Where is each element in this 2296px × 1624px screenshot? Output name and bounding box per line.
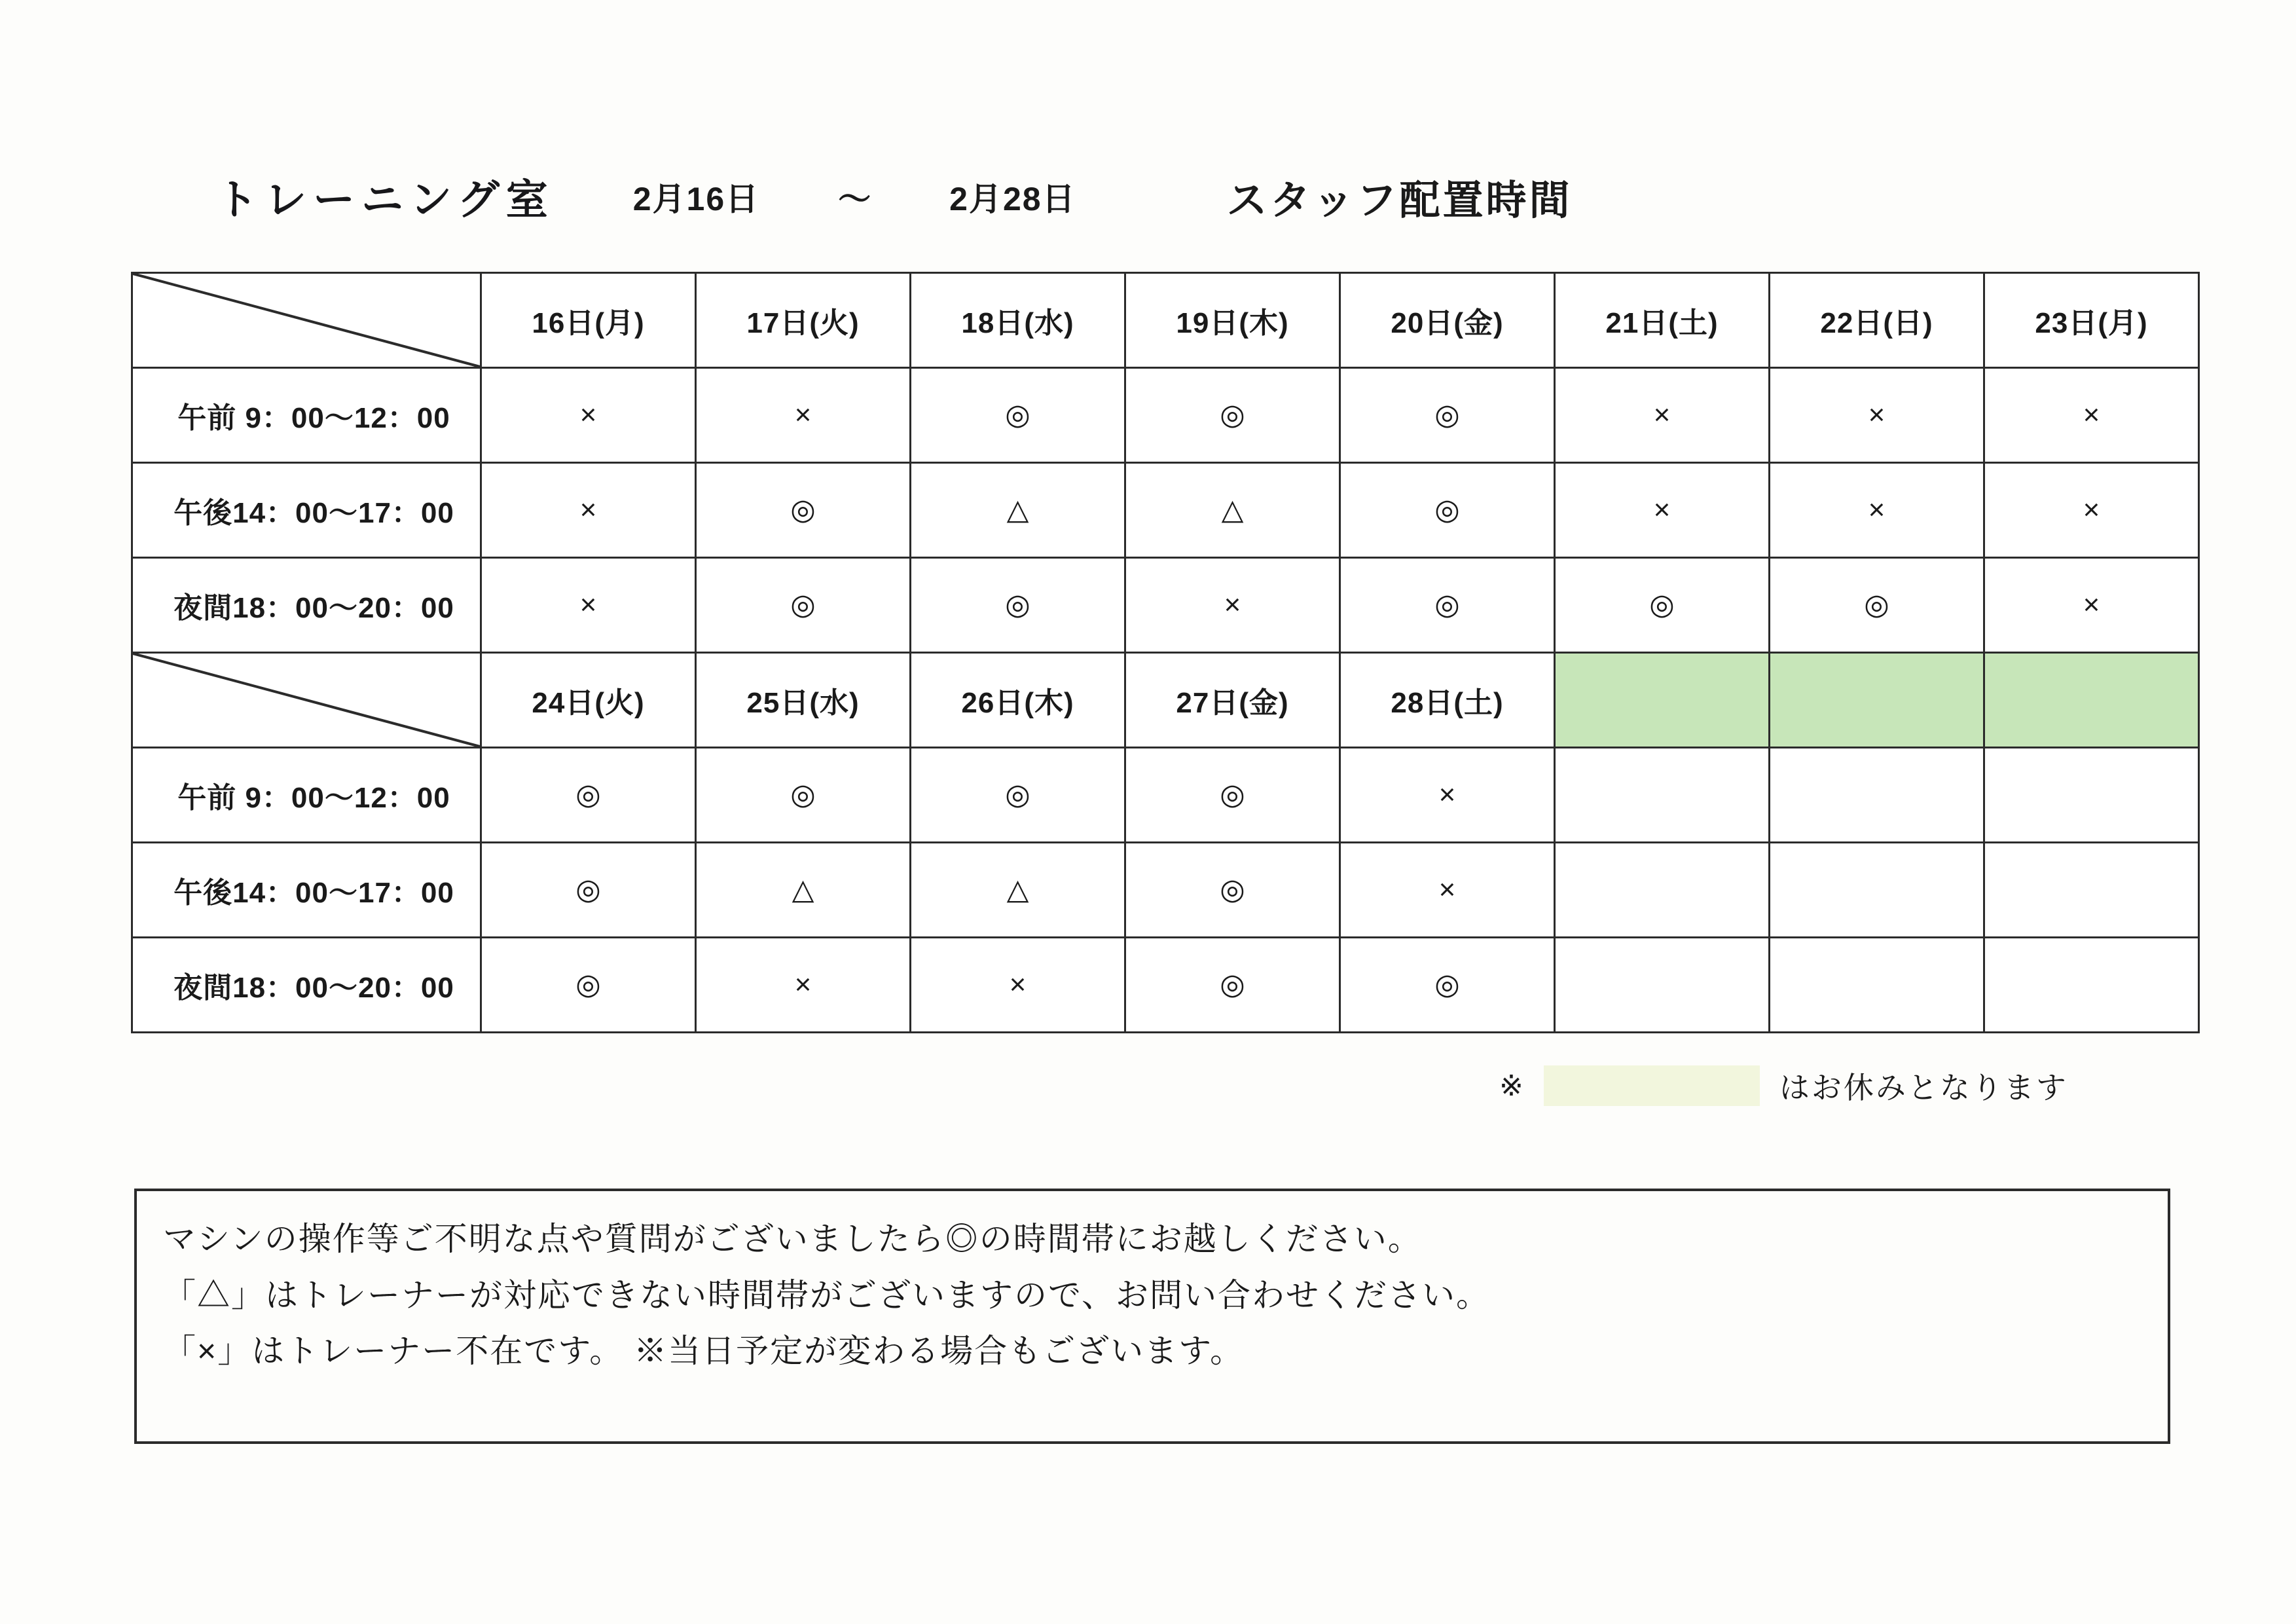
time-slot-label-morning: 午前 9：00〜12：00 xyxy=(132,748,481,843)
table-corner-cell xyxy=(132,273,481,368)
day-header-cell-empty xyxy=(1555,653,1770,748)
schedule-cell: ◎ xyxy=(911,558,1125,653)
instruction-line-3: 「×」はトレーナー不在です。 ※当日予定が変わる場合もございます。 xyxy=(163,1333,1245,1369)
schedule-cell: ◎ xyxy=(1555,558,1770,653)
schedule-cell: ◎ xyxy=(696,748,911,843)
day-header-cell-empty xyxy=(1770,653,1984,748)
schedule-cell: △ xyxy=(911,463,1125,558)
schedule-cell: × xyxy=(1984,368,2199,463)
schedule-cell-empty xyxy=(1984,843,2199,938)
schedule-cell: ◎ xyxy=(1340,558,1555,653)
instruction-line-2: 「△」はトレーナーが対応できない時間帯がございますので、お問い合わせください。 xyxy=(163,1276,1490,1314)
schedule-cell: × xyxy=(481,558,696,653)
day-header-cell: 18日(水) xyxy=(911,273,1125,368)
schedule-cell: × xyxy=(1340,748,1555,843)
schedule-cell-empty xyxy=(1555,938,1770,1033)
table-corner-cell xyxy=(132,653,481,748)
schedule-cell-empty xyxy=(1555,843,1770,938)
schedule-cell: ◎ xyxy=(696,558,911,653)
holiday-note xyxy=(1499,1064,2068,1107)
day-header-cell: 24日(火) xyxy=(481,653,696,748)
schedule-cell-empty xyxy=(1770,938,1984,1033)
day-header-cell-empty xyxy=(1984,653,2199,748)
time-slot-label-evening: 夜間18：00〜20：00 xyxy=(132,938,481,1033)
schedule-cell: × xyxy=(1984,463,2199,558)
schedule-cell: ◎ xyxy=(911,748,1125,843)
instruction-line-1: マシンの操作等ご不明な点や質問がございましたら◎の時間帯にお越しください。 xyxy=(163,1221,1422,1257)
day-header-cell: 23日(月) xyxy=(1984,273,2199,368)
time-slot-label-afternoon: 午後14：00〜17：00 xyxy=(132,463,481,558)
date-range-separator: 〜 xyxy=(838,181,871,217)
table-row xyxy=(132,653,2199,748)
schedule-cell: × xyxy=(911,938,1125,1033)
schedule-cell: ◎ xyxy=(481,843,696,938)
schedule-cell: ◎ xyxy=(1340,938,1555,1033)
schedule-cell: × xyxy=(1555,368,1770,463)
schedule-cell-empty xyxy=(1984,938,2199,1033)
day-header-cell: 20日(金) xyxy=(1340,273,1555,368)
day-header-cell: 19日(木) xyxy=(1125,273,1340,368)
day-header-cell: 21日(土) xyxy=(1555,273,1770,368)
schedule-cell-empty xyxy=(1984,748,2199,843)
diagonal-slash-icon xyxy=(133,654,480,747)
time-slot-label-afternoon: 午後14：00〜17：00 xyxy=(132,843,481,938)
table-row xyxy=(132,748,2199,843)
schedule-cell: × xyxy=(481,368,696,463)
date-range-end: 2月28日 xyxy=(949,181,1076,217)
day-header-cell: 16日(月) xyxy=(481,273,696,368)
holiday-color-swatch xyxy=(1544,1065,1760,1106)
schedule-cell: × xyxy=(481,463,696,558)
reference-mark-icon: ※ xyxy=(1499,1069,1525,1102)
schedule-cell: × xyxy=(1984,558,2199,653)
schedule-cell: ◎ xyxy=(911,368,1125,463)
day-header-cell: 27日(金) xyxy=(1125,653,1340,748)
schedule-cell: × xyxy=(1125,558,1340,653)
schedule-cell: × xyxy=(1555,463,1770,558)
date-range-start: 2月16日 xyxy=(632,181,760,217)
page-title: トレーニング室 xyxy=(216,176,555,223)
table-row xyxy=(132,938,2199,1033)
schedule-cell: ◎ xyxy=(696,463,911,558)
day-header-cell: 28日(土) xyxy=(1340,653,1555,748)
table-row xyxy=(132,463,2199,558)
document-header xyxy=(216,160,2115,232)
schedule-cell: × xyxy=(1770,368,1984,463)
header-subtitle: スタッフ配置時間 xyxy=(1226,177,1573,223)
table-row xyxy=(132,843,2199,938)
day-header-cell: 22日(日) xyxy=(1770,273,1984,368)
schedule-cell: △ xyxy=(911,843,1125,938)
schedule-cell: × xyxy=(1770,463,1984,558)
schedule-cell: ◎ xyxy=(1125,368,1340,463)
schedule-cell: ◎ xyxy=(1125,748,1340,843)
schedule-cell: × xyxy=(1340,843,1555,938)
schedule-cell: × xyxy=(696,938,911,1033)
table-row xyxy=(132,368,2199,463)
day-header-cell: 25日(水) xyxy=(696,653,911,748)
schedule-cell: ◎ xyxy=(481,938,696,1033)
schedule-cell: △ xyxy=(1125,463,1340,558)
schedule-cell: ◎ xyxy=(1125,938,1340,1033)
diagonal-slash-icon xyxy=(133,274,480,367)
instructions-box xyxy=(134,1189,2170,1444)
schedule-cell: ◎ xyxy=(1340,368,1555,463)
schedule-cell-empty xyxy=(1770,748,1984,843)
table-row xyxy=(132,273,2199,368)
holiday-note-text: はお休みとなります xyxy=(1779,1071,2068,1105)
schedule-cell: △ xyxy=(696,843,911,938)
day-header-cell: 26日(木) xyxy=(911,653,1125,748)
time-slot-label-evening: 夜間18：00〜20：00 xyxy=(132,558,481,653)
day-header-cell: 17日(火) xyxy=(696,273,911,368)
schedule-cell: ◎ xyxy=(1125,843,1340,938)
schedule-cell: ◎ xyxy=(1340,463,1555,558)
schedule-cell-empty xyxy=(1555,748,1770,843)
table-row xyxy=(132,558,2199,653)
time-slot-label-morning: 午前 9：00〜12：00 xyxy=(132,368,481,463)
schedule-table xyxy=(131,272,2200,1033)
schedule-cell: × xyxy=(696,368,911,463)
schedule-cell: ◎ xyxy=(1770,558,1984,653)
schedule-cell: ◎ xyxy=(481,748,696,843)
schedule-table-wrapper xyxy=(131,272,2174,1033)
schedule-cell-empty xyxy=(1770,843,1984,938)
